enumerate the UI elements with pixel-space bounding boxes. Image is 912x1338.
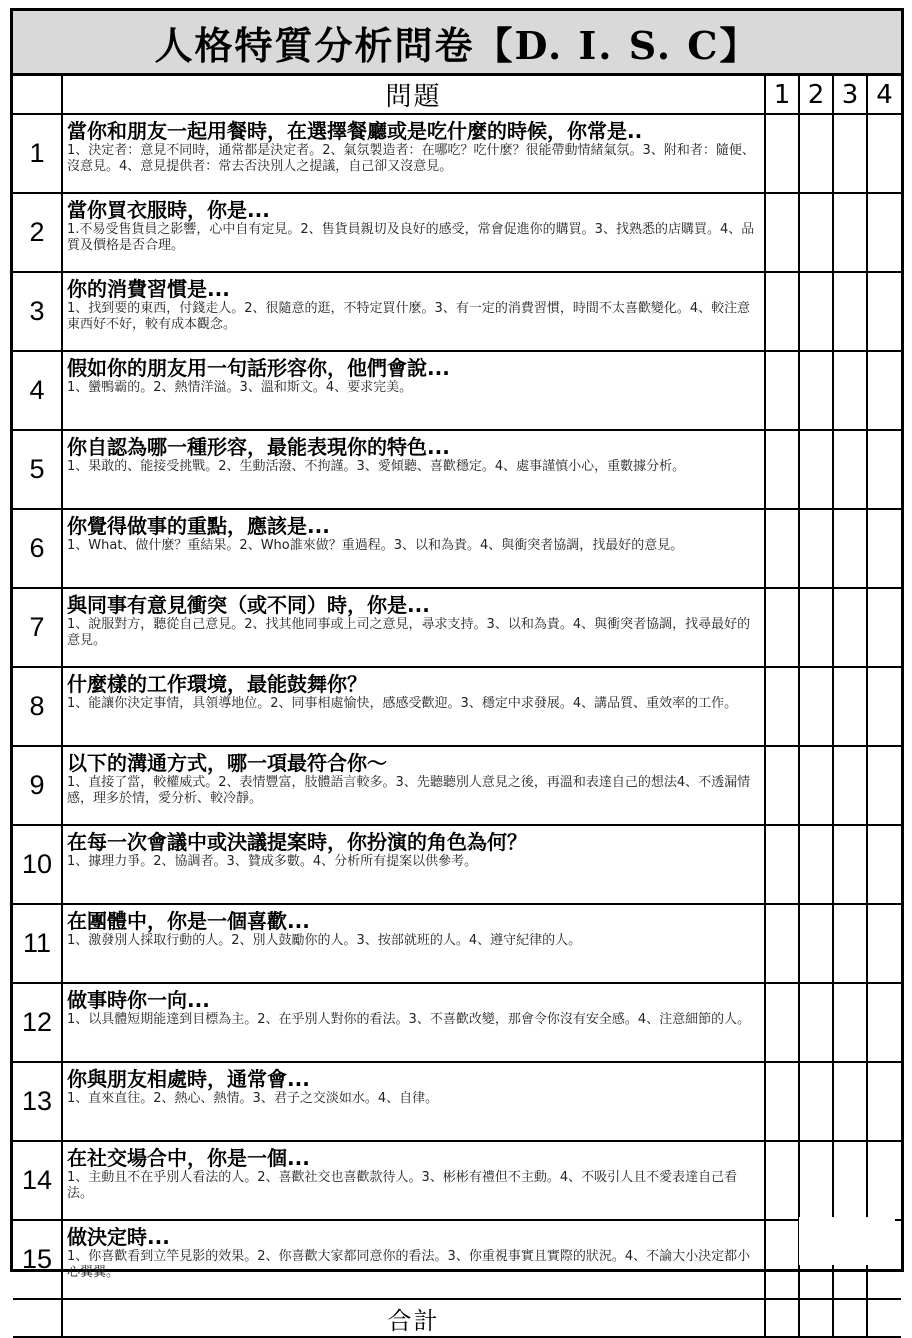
- answer-cell-2[interactable]: [799, 746, 833, 825]
- question-options: 1、能讓你決定事情，具領導地位。2、同事相處愉快，感感受歡迎。3、穩定中求發展。4、講品質、重效率的工作。: [67, 696, 738, 711]
- answer-cell-3[interactable]: [833, 509, 867, 588]
- question-row: [13, 1062, 901, 1141]
- question-options: 1、找到要的東西，付錢走人。2、很隨意的逛，不特定買什麼。3、有一定的消費習慣，時間不太喜歡變化。4、較注意東西好不好，較有成本觀念。: [67, 301, 751, 332]
- answer-cell-4[interactable]: [867, 746, 901, 825]
- answer-cell-1[interactable]: [765, 430, 799, 509]
- question-text: 做決定時...: [67, 1225, 170, 1249]
- question-number: 15: [13, 1220, 62, 1299]
- question-options: 1、直來直往。2、熱心、熱情。3、君子之交淡如水。4、自律。: [67, 1091, 439, 1106]
- question-column-header: 問題: [62, 76, 765, 114]
- total-cell-3[interactable]: [833, 1299, 867, 1337]
- question-options: 1、決定者：意見不同時，通常都是決定者。2、氣氛製造者：在哪吃？吃什麼？很能帶動情緒氣氛。3、附和者：隨便、沒意見。4、意見提供者：常去否決別人之提議，自己卻又沒意見。: [67, 143, 755, 174]
- answer-cell-3[interactable]: [833, 746, 867, 825]
- answer-cell-4[interactable]: [867, 825, 901, 904]
- question-number: 11: [13, 904, 62, 983]
- question-row: [13, 904, 901, 983]
- answer-cell-1[interactable]: [765, 114, 799, 193]
- answer-cell-3[interactable]: [833, 272, 867, 351]
- question-row: [13, 1141, 901, 1220]
- answer-cell-4[interactable]: [867, 272, 901, 351]
- answer-cell-3[interactable]: [833, 983, 867, 1062]
- answer-cell-1[interactable]: [765, 825, 799, 904]
- question-text: 在社交場合中，你是一個...: [67, 1146, 310, 1170]
- question-cell: [62, 193, 765, 272]
- answer-cell-3[interactable]: [833, 351, 867, 430]
- question-text: 做事時你一向...: [67, 988, 210, 1012]
- answer-cell-2[interactable]: [799, 983, 833, 1062]
- answer-cell-2[interactable]: [799, 114, 833, 193]
- column-header-4: 4: [867, 76, 901, 114]
- question-text: 假如你的朋友用一句話形容你，他們會說...: [67, 356, 450, 380]
- answer-cell-2[interactable]: [799, 667, 833, 746]
- question-text: 你覺得做事的重點，應該是...: [67, 514, 330, 538]
- question-text: 當你和朋友一起用餐時，在選擇餐廳或是吃什麼的時候，你常是..: [67, 119, 643, 143]
- question-cell: [62, 746, 765, 825]
- answer-cell-4[interactable]: [867, 430, 901, 509]
- answer-cell-2[interactable]: [799, 1141, 833, 1220]
- answer-cell-3[interactable]: [833, 1062, 867, 1141]
- answer-cell-1[interactable]: [765, 509, 799, 588]
- question-text: 什麼樣的工作環境，最能鼓舞你？: [67, 672, 367, 696]
- question-number: 2: [13, 193, 62, 272]
- answer-cell-1[interactable]: [765, 746, 799, 825]
- answer-cell-4[interactable]: [867, 114, 901, 193]
- question-options: 1、說服對方，聽從自己意見。2、找其他同事或上司之意見，尋求支持。3、以和為貴。4、與衝突者協調，找尋最好的意見。: [67, 617, 751, 648]
- answer-cell-2[interactable]: [799, 509, 833, 588]
- question-cell: [62, 114, 765, 193]
- answer-cell-1[interactable]: [765, 667, 799, 746]
- question-row: [13, 667, 901, 746]
- question-options: 1、蠻鴨霸的。2、熱情洋溢。3、溫和斯文。4、要求完美。: [67, 380, 413, 395]
- question-text: 與同事有意見衝突（或不同）時，你是...: [67, 593, 430, 617]
- answer-cell-4[interactable]: [867, 351, 901, 430]
- question-number: 12: [13, 983, 62, 1062]
- question-row: [13, 193, 901, 272]
- answer-cell-4[interactable]: [867, 509, 901, 588]
- question-options: 1、主動且不在乎別人看法的人。2、喜歡社交也喜歡款待人。3、彬彬有禮但不主動。4、不吸引人且不愛表達自己看法。: [67, 1170, 738, 1201]
- answer-cell-3[interactable]: [833, 1141, 867, 1220]
- question-options: 1、果敢的、能接受挑戰。2、生動活潑、不拘謹。3、愛傾聽、喜歡穩定。4、處事謹慎小心，重數據分析。: [67, 459, 686, 474]
- total-number-cell: [13, 1299, 62, 1337]
- answer-cell-2[interactable]: [799, 430, 833, 509]
- question-number: 1: [13, 114, 62, 193]
- answer-cell-2[interactable]: [799, 904, 833, 983]
- question-number: 13: [13, 1062, 62, 1141]
- question-row: [13, 825, 901, 904]
- answer-cell-3[interactable]: [833, 193, 867, 272]
- header-row: [13, 76, 901, 114]
- answer-cell-1[interactable]: [765, 1141, 799, 1220]
- question-number: 5: [13, 430, 62, 509]
- answer-cell-3[interactable]: [833, 588, 867, 667]
- answer-cell-1[interactable]: [765, 983, 799, 1062]
- question-row: [13, 1220, 901, 1299]
- question-text: 以下的溝通方式，哪一項最符合你～: [67, 751, 387, 775]
- page-title: 人格特質分析問卷【D. I. S. C】: [13, 11, 901, 76]
- answer-cell-4[interactable]: [867, 904, 901, 983]
- answer-cell-2[interactable]: [799, 588, 833, 667]
- answer-cell-1[interactable]: [765, 1220, 799, 1299]
- answer-cell-4[interactable]: [867, 193, 901, 272]
- answer-cell-3[interactable]: [833, 430, 867, 509]
- answer-cell-4[interactable]: [867, 983, 901, 1062]
- total-row: [13, 1299, 901, 1337]
- question-cell: [62, 509, 765, 588]
- question-text: 在團體中，你是一個喜歡...: [67, 909, 310, 933]
- answer-cell-2[interactable]: [799, 825, 833, 904]
- answer-cell-4[interactable]: [867, 588, 901, 667]
- watermark-cover: [799, 1217, 895, 1265]
- answer-cell-1[interactable]: [765, 904, 799, 983]
- column-header-3: 3: [833, 76, 867, 114]
- total-cell-2[interactable]: [799, 1299, 833, 1337]
- question-text: 你自認為哪一種形容，最能表現你的特色...: [67, 435, 450, 459]
- questionnaire-sheet: [10, 8, 904, 1335]
- question-text: 在每一次會議中或決議提案時，你扮演的角色為何？: [67, 830, 527, 854]
- question-row: [13, 272, 901, 351]
- question-row: [13, 983, 901, 1062]
- question-cell: [62, 1220, 765, 1299]
- question-cell: [62, 351, 765, 430]
- answer-cell-1[interactable]: [765, 351, 799, 430]
- question-options: 1、What、做什麼？重結果。2、Who誰來做？重過程。3、以和為貴。4、與衝突者協調，找最好的意見。: [67, 538, 684, 553]
- question-row: [13, 746, 901, 825]
- answer-cell-4[interactable]: [867, 1062, 901, 1141]
- question-options: 1.不易受售貨員之影響，心中自有定見。2、售貨員親切及良好的感受，常會促進你的購買。3、找熟悉的店購買。4、品質及價格是否合理。: [67, 222, 755, 253]
- question-cell: [62, 1062, 765, 1141]
- question-number: 8: [13, 667, 62, 746]
- question-text: 當你買衣服時，你是...: [67, 198, 270, 222]
- question-cell: [62, 588, 765, 667]
- answer-cell-2[interactable]: [799, 351, 833, 430]
- answer-cell-3[interactable]: [833, 114, 867, 193]
- column-header-1: 1: [765, 76, 799, 114]
- answer-cell-3[interactable]: [833, 667, 867, 746]
- question-row: [13, 114, 901, 193]
- question-options: 1、你喜歡看到立竿見影的效果。2、你喜歡大家都同意你的看法。3、你重視事實且實際的狀況。4、不論大小決定都小心翼翼。: [67, 1249, 751, 1280]
- answer-cell-1[interactable]: [765, 1062, 799, 1141]
- question-options: 1、據理力爭。2、協調者。3、贊成多數。4、分析所有提案以供參考。: [67, 854, 478, 869]
- question-number: 4: [13, 351, 62, 430]
- question-cell: [62, 667, 765, 746]
- question-cell: [62, 272, 765, 351]
- question-cell: [62, 430, 765, 509]
- question-options: 1、直接了當，較權威式。2、表情豐富，肢體語言較多。3、先聽聽別人意見之後，再溫和表達自己的想法4、不透漏情感，理多於情，愛分析、較冷靜。: [67, 775, 751, 806]
- answer-cell-3[interactable]: [833, 904, 867, 983]
- answer-cell-1[interactable]: [765, 588, 799, 667]
- question-number: 9: [13, 746, 62, 825]
- answer-cell-4[interactable]: [867, 667, 901, 746]
- header-number-cell: [13, 76, 62, 114]
- question-row: [13, 509, 901, 588]
- question-text: 你與朋友相處時，通常會...: [67, 1067, 310, 1091]
- answer-cell-2[interactable]: [799, 193, 833, 272]
- question-number: 10: [13, 825, 62, 904]
- answer-cell-2[interactable]: [799, 272, 833, 351]
- answer-cell-1[interactable]: [765, 193, 799, 272]
- total-cell-1[interactable]: [765, 1299, 799, 1337]
- answer-cell-4[interactable]: [867, 1141, 901, 1220]
- question-cell: [62, 1141, 765, 1220]
- column-header-2: 2: [799, 76, 833, 114]
- answer-cell-3[interactable]: [833, 825, 867, 904]
- question-number: 14: [13, 1141, 62, 1220]
- question-options: 1、激發別人採取行動的人。2、別人鼓勵你的人。3、按部就班的人。4、遵守紀律的人。: [67, 933, 582, 948]
- question-cell: [62, 825, 765, 904]
- question-options: 1、以具體短期能達到目標為主。2、在乎別人對你的看法。3、不喜歡改變，那會令你沒有安全感。4、注意細節的人。: [67, 1012, 751, 1027]
- total-label: 合計: [62, 1299, 765, 1337]
- question-cell: [62, 904, 765, 983]
- total-cell-4[interactable]: [867, 1299, 901, 1337]
- question-number: 7: [13, 588, 62, 667]
- answer-cell-2[interactable]: [799, 1062, 833, 1141]
- answer-cell-1[interactable]: [765, 272, 799, 351]
- question-text: 你的消費習慣是...: [67, 277, 230, 301]
- question-cell: [62, 983, 765, 1062]
- question-row: [13, 588, 901, 667]
- question-number: 3: [13, 272, 62, 351]
- questionnaire-table: [13, 76, 901, 1338]
- question-number: 6: [13, 509, 62, 588]
- question-row: [13, 430, 901, 509]
- question-row: [13, 351, 901, 430]
